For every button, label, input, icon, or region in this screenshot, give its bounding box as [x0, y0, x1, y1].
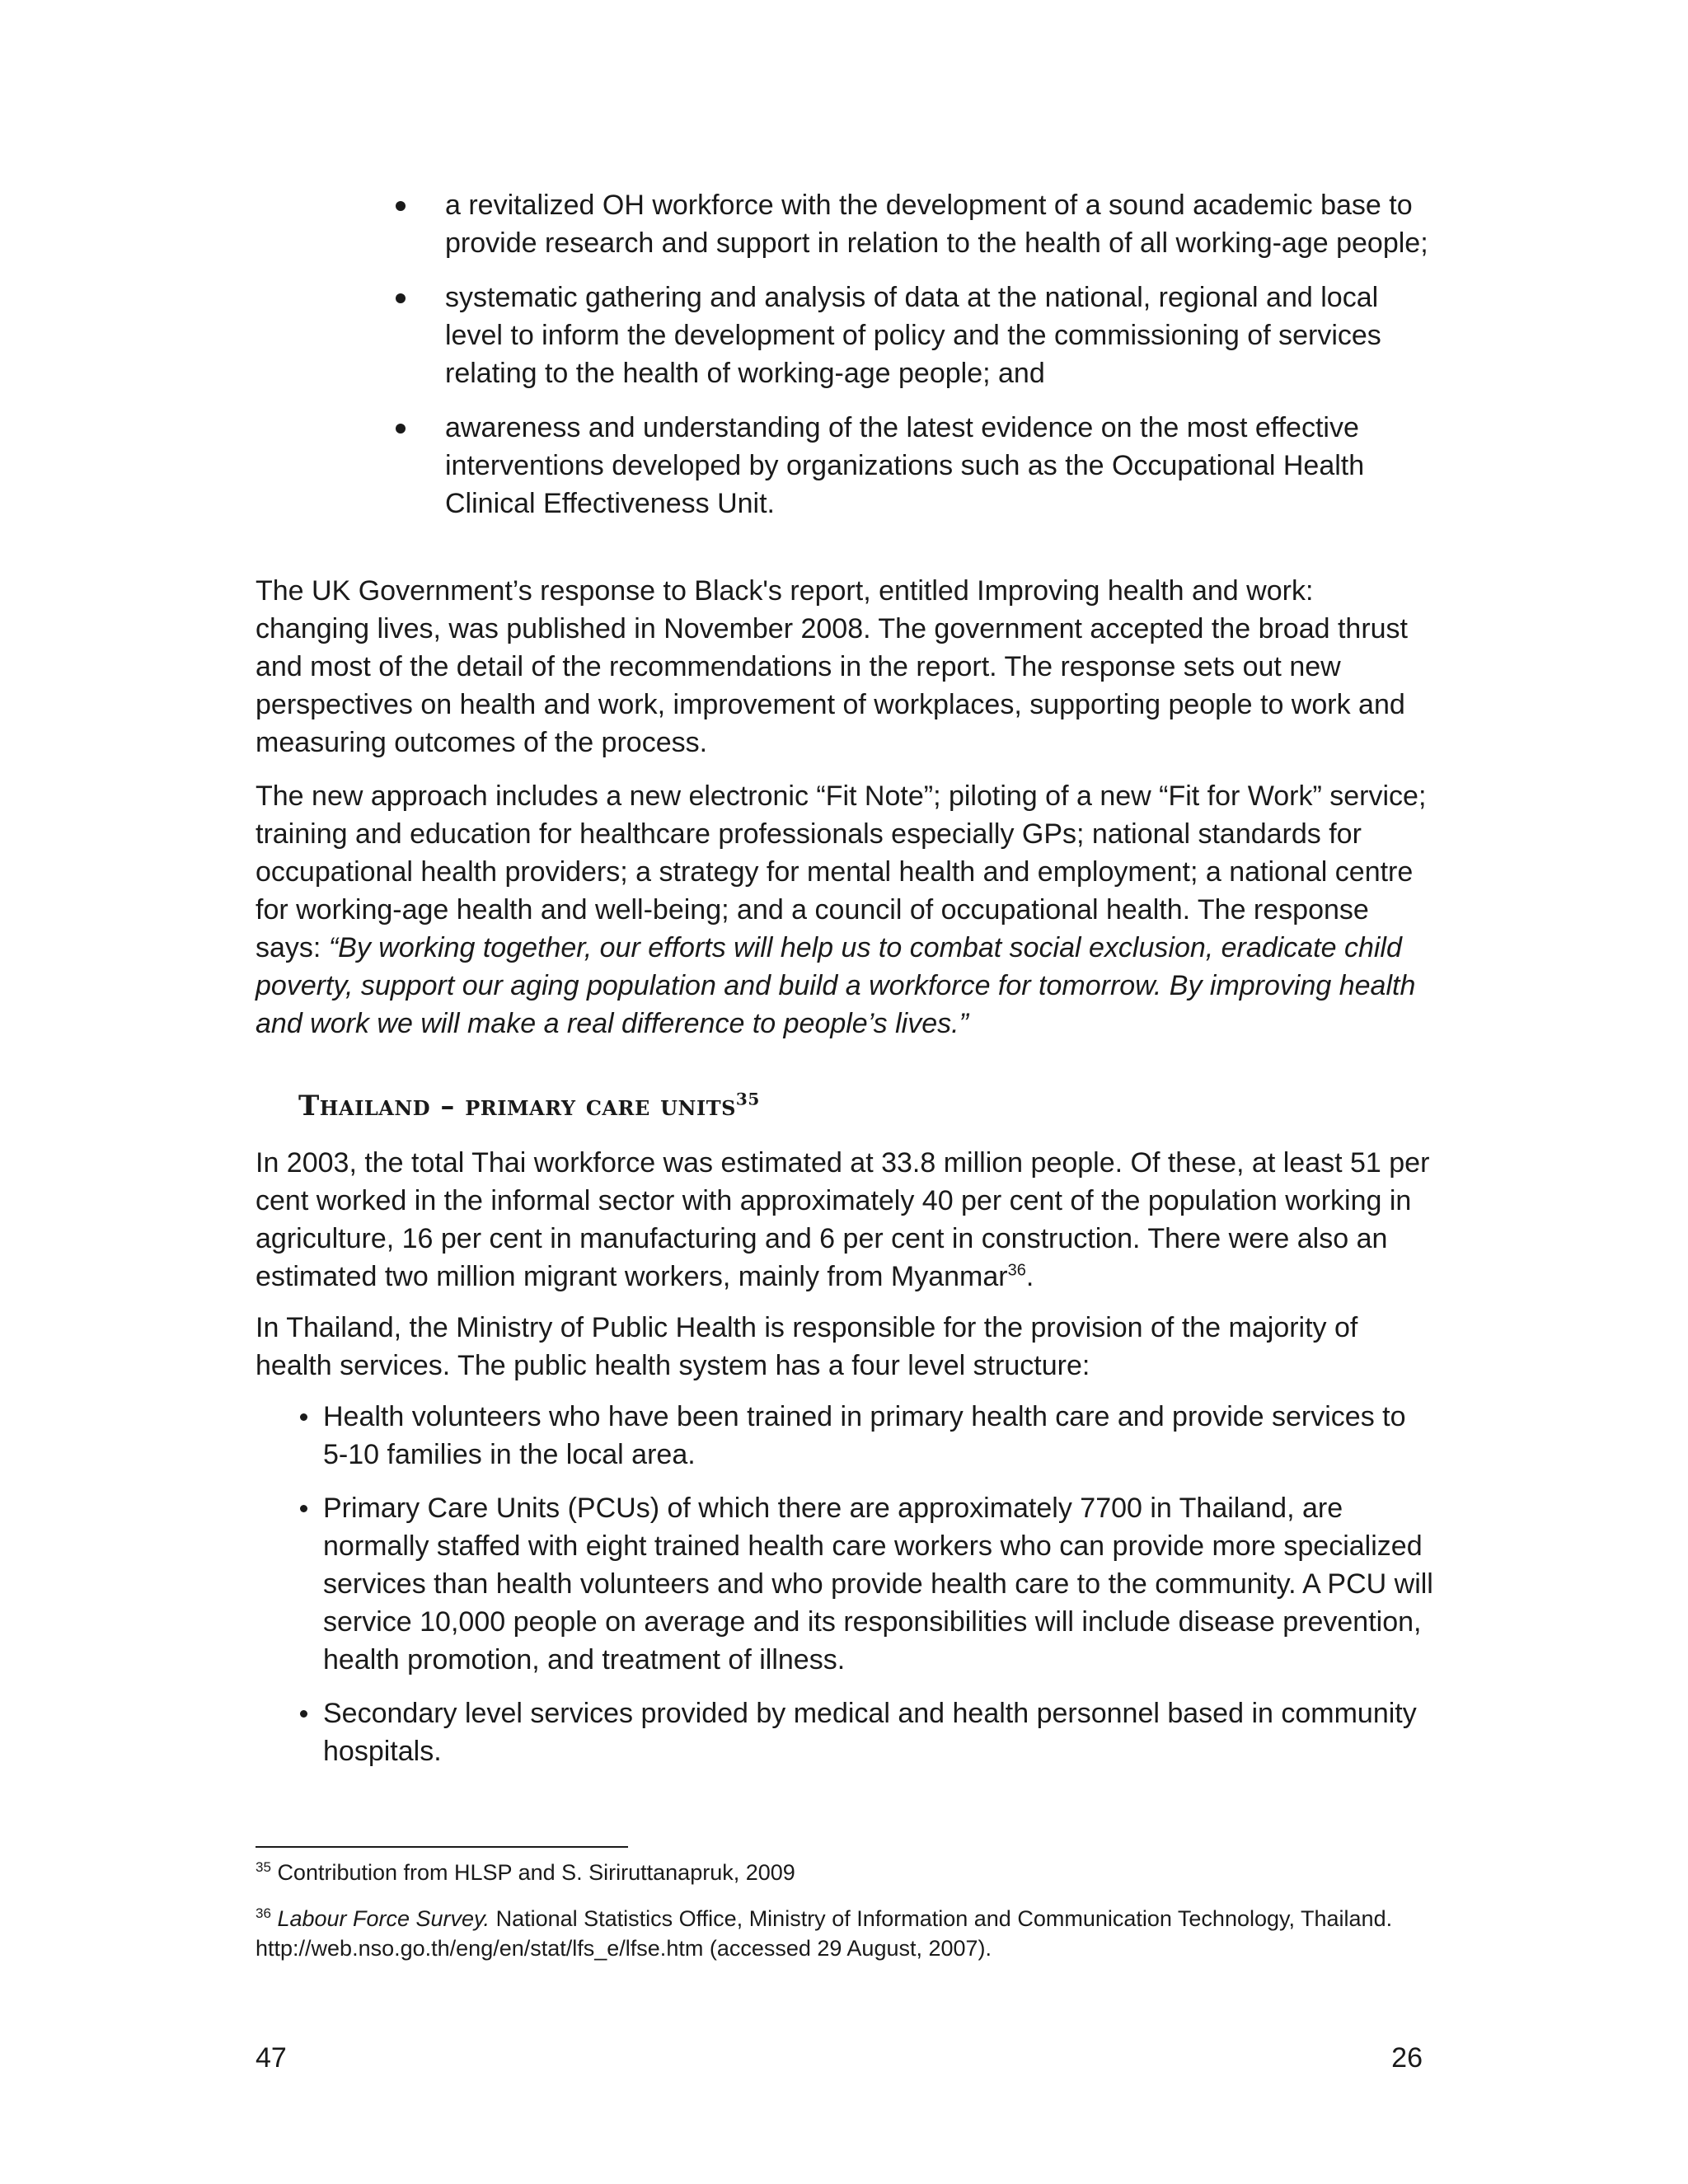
list-item-text: Secondary level services provided by medical and health personnel based in community hospitals. — [323, 1698, 1417, 1767]
paragraph-text — [256, 1144, 1434, 1296]
paragraph-text: In Thailand, the Ministry of Public Health is responsible for the provision of the majority of health services. The public health system has a four level structure: — [256, 1312, 1358, 1381]
footnote-source-title: Labour Force Survey. — [277, 1906, 490, 1931]
paragraph-ministry — [256, 1309, 1434, 1385]
paragraph-new-approach — [256, 777, 1434, 1043]
paragraph-workforce — [256, 1144, 1434, 1296]
bullet-icon — [396, 201, 406, 211]
bullet-icon — [396, 293, 406, 303]
footnote-number: 35 — [256, 1859, 271, 1875]
footnote-text: National Statistics Office, Ministry of Information and Communication Technology, Thailand. http://web.nso.go.th/eng/en/stat/lfs_e/lfse.htm (accessed 29 August, 2007). — [256, 1906, 1393, 1961]
list-item-text: awareness and understanding of the latest evidence on the most effective interventions developed by organizations such as the Occupational Health Clinical Effectiveness Unit. — [445, 412, 1365, 519]
list-item-text: Health volunteers who have been trained in primary health care and provide services to 5-10 families in the local area. — [323, 1401, 1406, 1470]
paragraph-uk-response — [256, 572, 1434, 762]
footnote-35 — [256, 1858, 1434, 1887]
list-item-text: systematic gathering and analysis of data at the national, regional and local level to inform the development of policy and the commissioning of services relating to the health of working-age people; and — [445, 282, 1381, 389]
list-item — [297, 1398, 1434, 1474]
heading-text: Thailand – primary care units — [298, 1090, 736, 1122]
list-item — [396, 186, 1434, 262]
bullet-list-top — [396, 186, 1434, 539]
list-item — [396, 409, 1434, 523]
bullet-icon — [300, 1710, 307, 1718]
page-number-left: 47 — [256, 2042, 287, 2074]
footnote-ref[interactable]: 36 — [1007, 1261, 1026, 1280]
bullet-icon — [300, 1413, 307, 1421]
footnote-36 — [256, 1904, 1434, 1963]
list-item-text: a revitalized OH workforce with the development of a sound academic base to provide research and support in relation to the health of all working-age people; — [445, 190, 1428, 259]
footnote-ref[interactable]: 35 — [735, 1089, 760, 1109]
bullet-list-bottom — [297, 1398, 1434, 1786]
paragraph-text — [256, 777, 1434, 1043]
footnote-number: 36 — [256, 1905, 271, 1921]
section-heading — [298, 1090, 760, 1122]
list-item-text: Primary Care Units (PCUs) of which there are approximately 7700 in Thailand, are normally staffed with eight trained health care workers who can provide more specialized services than health volunteers and who provide health care to the community. A PCU will service 10,000 people on average and its responsibilities will include disease prevention, health promotion, and treatment of illness. — [323, 1493, 1433, 1675]
government-quote: “By working together, our efforts will help us to combat social exclusion, eradicate child poverty, support our aging population and build a workforce for tomorrow. By improving health and work we will make a real difference to people’s lives.” — [256, 932, 1416, 1039]
paragraph-body: In 2003, the total Thai workforce was estimated at 33.8 million people. Of these, at least 51 per cent worked in the informal sector with approximately 40 per cent of the population working in agriculture, 16 per cent in manufacturing and 6 per cent in construction. There were also an estimated two million migrant workers, mainly from Myanmar — [256, 1147, 1430, 1292]
bullet-icon — [396, 424, 406, 434]
footnote-text: Contribution from HLSP and S. Siriruttanapruk, 2009 — [277, 1860, 795, 1885]
page-number-right: 26 — [1391, 2042, 1423, 2074]
paragraph-body: The new approach includes a new electronic “Fit Note”; piloting of a new “Fit for Work” service; training and education for healthcare professionals especially GPs; national standards for occupational health providers; a strategy for mental health and employment; a national centre for working-age health and well-being; and a council of occupational health. The response says: — [256, 780, 1427, 963]
footnote-divider — [256, 1846, 628, 1848]
list-item — [396, 279, 1434, 392]
list-item — [297, 1489, 1434, 1679]
list-item — [297, 1694, 1434, 1770]
paragraph-end: . — [1025, 1261, 1034, 1292]
paragraph-text: The UK Government’s response to Black's report, entitled Improving health and work: changing lives, was published in November 2008. The government accepted the broad thrust and most of the detail of the recommendations in the report. The response sets out new perspectives on health and work, improvement of workplaces, supporting people to work and measuring outcomes of the process. — [256, 575, 1409, 758]
bullet-icon — [300, 1505, 307, 1512]
